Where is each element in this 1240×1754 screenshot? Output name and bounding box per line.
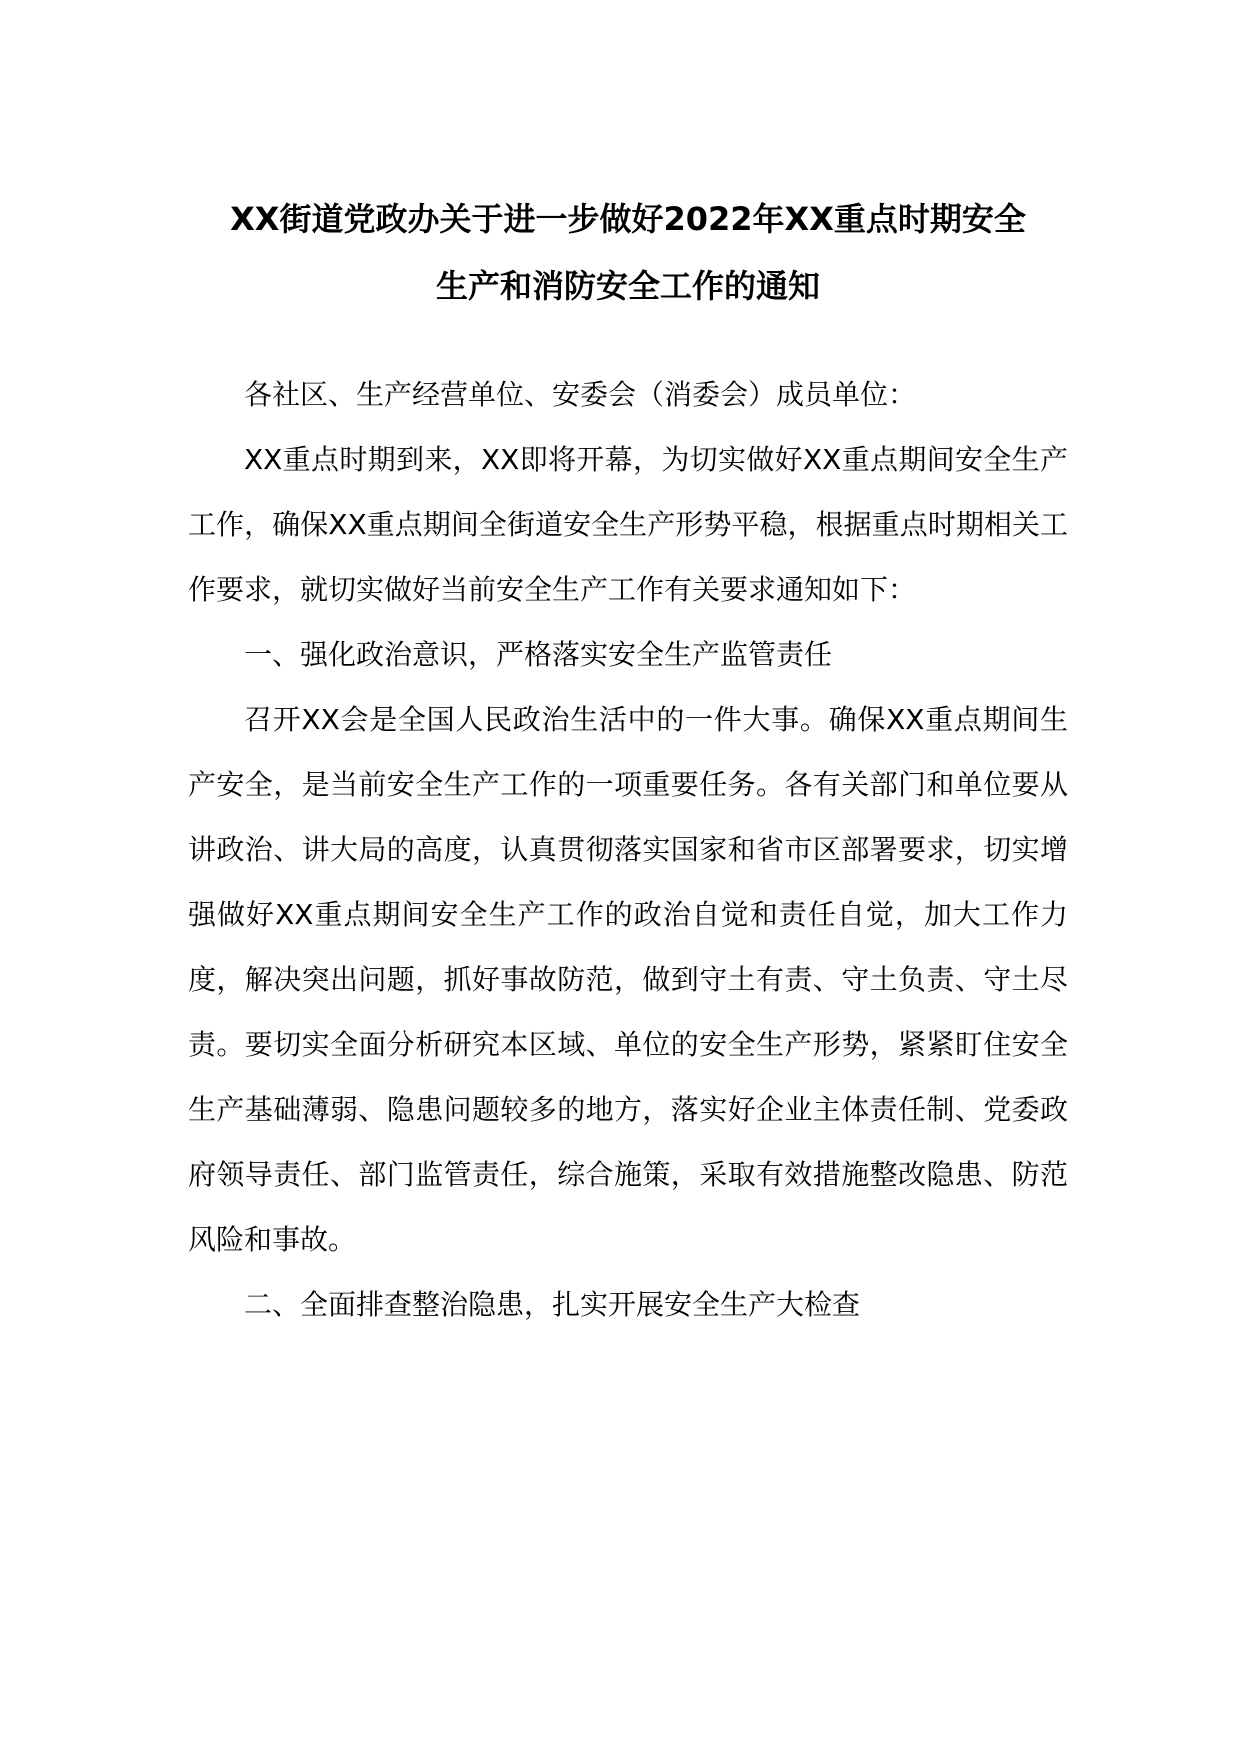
salutation: 各社区、生产经营单位、安委会（消委会）成员单位： [244,378,917,411]
document-body [188,362,1068,1337]
title-line-2: 生产和消防安全工作的通知 [435,267,820,305]
document-title [188,186,1068,320]
section-heading-1: 一、强化政治意识，严格落实安全生产监管责任 [244,638,833,671]
section-heading-2: 二、全面排查整治隐患，扎实开展安全生产大检查 [244,1288,861,1321]
title-line-1: XX街道党政办关于进一步做好2022年XX重点时期安全 [230,200,1026,238]
intro-paragraph: XX重点时期到来，XX即将开幕，为切实做好XX重点期间安全生产工作，确保XX重点期间全街道安全生产形势平稳，根据重点时期相关工作要求，就切实做好当前安全生产工作有关要求通知如下： [188,443,1068,606]
section-1-paragraph: 召开XX会是全国人民政治生活中的一件大事。确保XX重点期间生产安全，是当前安全生产工作的一项重要任务。各有关部门和单位要从讲政治、讲大局的高度，认真贯彻落实国家和省市区部署要求，切实增强做好XX重点期间安全生产工作的政治自觉和责任自觉，加大工作力度，解决突出问题，抓好事故防范，做到守土有责、守土负责、守土尽责。要切实全面分析研究本区域、单位的安全生产形势，紧紧盯住安全生产基础薄弱、隐患问题较多的地方，落实好企业主体责任制、党委政府领导责任、部门监管责任，综合施策，采取有效措施整改隐患、防范风险和事故。 [188,703,1068,1256]
document-page [188,186,1068,1337]
